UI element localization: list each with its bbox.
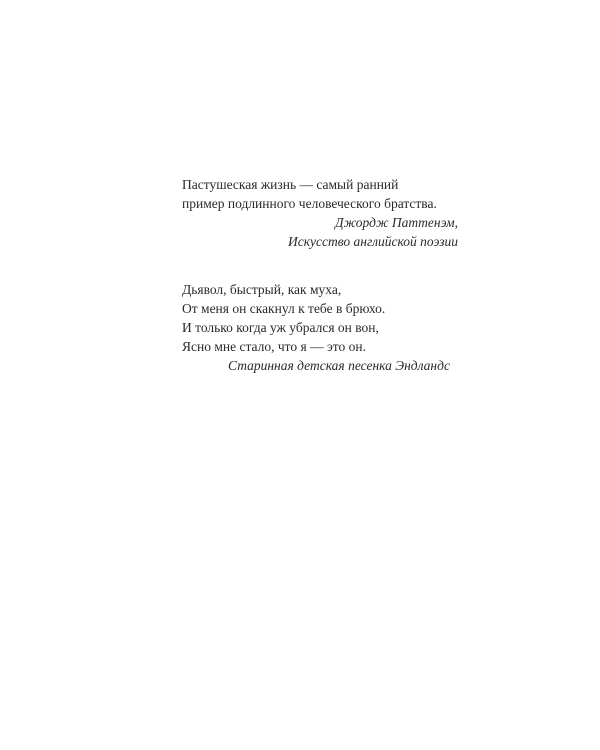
epigraph-first bbox=[182, 175, 458, 251]
verse-line: Ясно мне стало, что я — это он. bbox=[182, 339, 366, 354]
epigraph-source: Искусство английской поэзии bbox=[287, 234, 458, 249]
verse-line: И только когда уж убрался он вон, bbox=[182, 320, 379, 335]
epigraph-line: Пастушеская жизнь — самый ранний bbox=[182, 177, 399, 192]
verse-line: От меня он скакнул к тебе в брюхо. bbox=[182, 301, 386, 316]
epigraph-line: пример подлинного человеческого братства. bbox=[182, 196, 437, 211]
epigraph-author: Джордж Паттенэм, bbox=[334, 215, 458, 230]
epigraph-second bbox=[182, 280, 482, 375]
verse-line: Дьявол, быстрый, как муха, bbox=[182, 282, 342, 297]
epigraph-source: Старинная детская песенка Эндландс bbox=[228, 358, 450, 373]
